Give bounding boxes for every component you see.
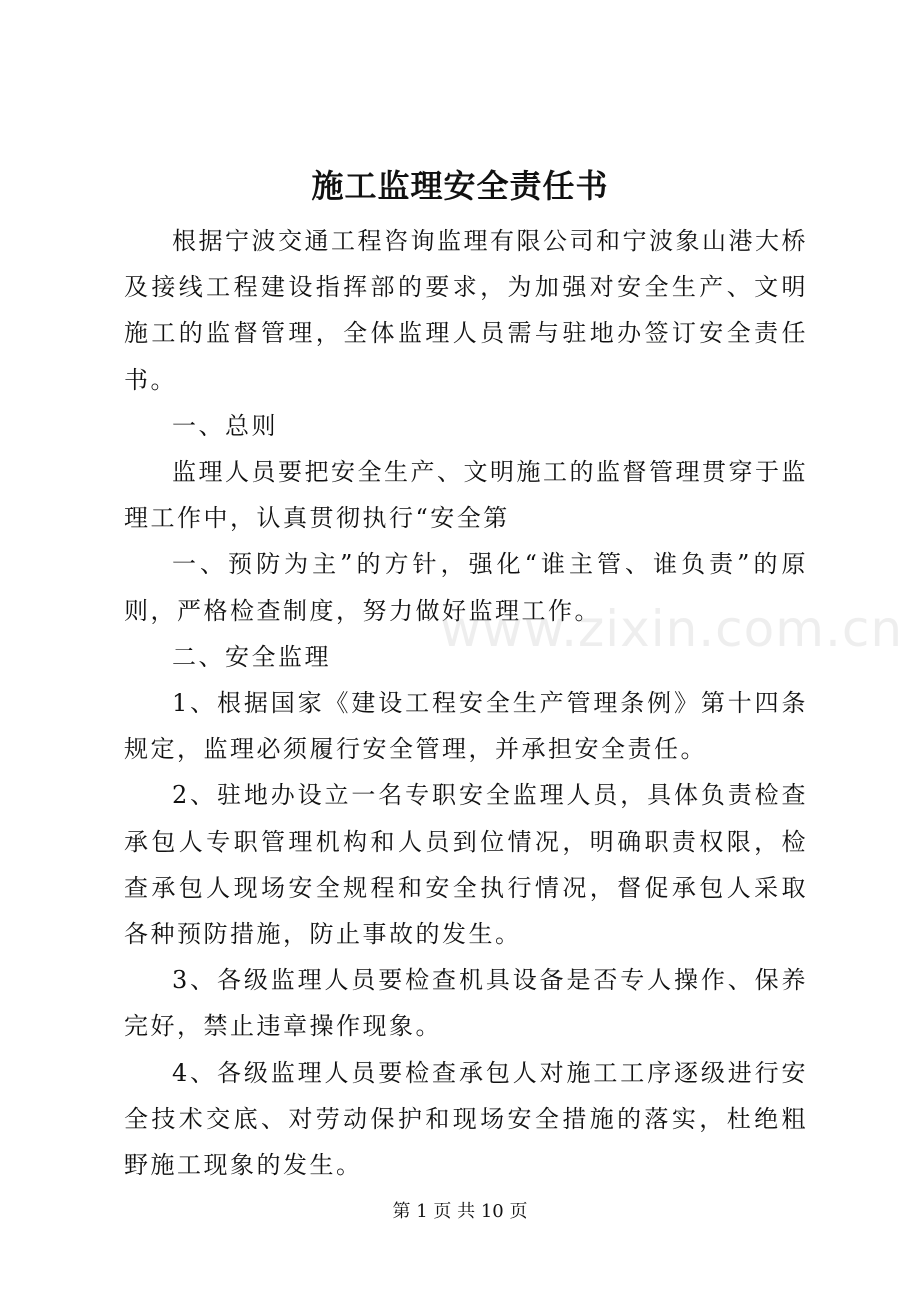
paragraph-general-1: 监理人员要把安全生产、文明施工的监督管理贯穿于监理工作中，认真贯彻执行“安全第 <box>124 458 808 533</box>
paragraph-intro: 根据宁波交通工程咨询监理有限公司和宁波象山港大桥及接线工程建设指挥部的要求，为加强对安全生产、文明施工的监督管理，全体监理人员需与驻地办签订安全责任书。 <box>124 227 808 394</box>
watermark: www.zixin.com.cn <box>440 600 904 658</box>
paragraph-item-4: 4、各级监理人员要检查承包人对施工工序逐级进行安全技术交底、对劳动保护和现场安全措施的落实，杜绝粗野施工现象的发生。 <box>124 1058 808 1180</box>
paragraph-general-2: 一、预防为主”的方针，强化“谁主管、谁负责”的原则，严格检查制度，努力做好监理工作。 <box>124 550 808 625</box>
paragraph-item-1: 1、根据国家《建设工程安全生产管理条例》第十四条规定，监理必须履行安全管理，并承担安全责任。 <box>124 689 808 764</box>
document-title: 施工监理安全责任书 <box>311 167 609 205</box>
document-body <box>124 218 808 1188</box>
paragraph-item-2: 2、驻地办设立一名专职安全监理人员，具体负责检查承包人专职管理机构和人员到位情况，明确职责权限，检查承包人现场安全规程和安全执行情况，督促承包人采取各种预防措施，防止事故的发生。 <box>124 781 808 949</box>
paragraph-item-3: 3、各级监理人员要检查机具设备是否专人操作、保养完好，禁止违章操作现象。 <box>124 966 808 1041</box>
section-heading-general: 一、总则 <box>172 411 278 440</box>
section-heading-safety: 二、安全监理 <box>172 642 331 671</box>
page-footer: 第 1 页 共 10 页 <box>392 1201 528 1222</box>
